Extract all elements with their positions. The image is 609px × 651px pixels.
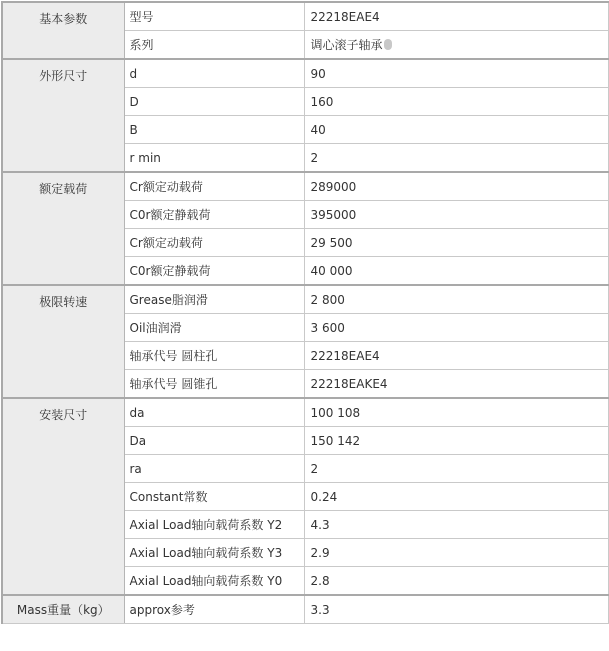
param-name: Grease脂润滑 (124, 285, 304, 314)
spec-row (2, 172, 608, 201)
spec-row (2, 285, 608, 314)
param-name: 系列 (124, 31, 304, 60)
param-value: 22218EAE4 (304, 2, 608, 31)
param-value: 22218EAE4 (304, 342, 608, 370)
param-value: 3 600 (304, 314, 608, 342)
param-value: 29 500 (304, 229, 608, 257)
param-value: 100 108 (304, 398, 608, 427)
group-label-mass: Mass重量（kg） (2, 595, 124, 624)
param-name: Axial Load轴向载荷系数 Y0 (124, 567, 304, 596)
param-name: 轴承代号 圆锥孔 (124, 370, 304, 399)
param-value: 0.24 (304, 483, 608, 511)
param-value: 2 800 (304, 285, 608, 314)
param-name: D (124, 88, 304, 116)
param-value: 3.3 (304, 595, 608, 624)
group-label-dimensions: 外形尺寸 (2, 59, 124, 172)
param-name: r min (124, 144, 304, 173)
param-value: 22218EAKE4 (304, 370, 608, 399)
param-name: Oil油润滑 (124, 314, 304, 342)
redaction-mark-icon (384, 39, 392, 50)
param-name: da (124, 398, 304, 427)
param-value-series (304, 31, 608, 60)
param-value: 150 142 (304, 427, 608, 455)
param-value: 160 (304, 88, 608, 116)
param-name: B (124, 116, 304, 144)
group-label-load-ratings: 额定载荷 (2, 172, 124, 285)
param-name: approx参考 (124, 595, 304, 624)
param-name: Axial Load轴向载荷系数 Y2 (124, 511, 304, 539)
spec-row (2, 595, 608, 624)
group-label-basic-params: 基本参数 (2, 2, 124, 59)
param-value: 2.9 (304, 539, 608, 567)
param-value: 2 (304, 455, 608, 483)
spec-row (2, 59, 608, 88)
param-name: Constant常数 (124, 483, 304, 511)
spec-row (2, 2, 608, 31)
param-name: d (124, 59, 304, 88)
bearing-spec-table (1, 1, 609, 624)
param-name: Axial Load轴向载荷系数 Y3 (124, 539, 304, 567)
series-value-text: 调心滚子轴承 (310, 38, 383, 52)
param-name: Cr额定动载荷 (124, 172, 304, 201)
group-label-mounting-dimensions: 安装尺寸 (2, 398, 124, 595)
spec-row (2, 398, 608, 427)
param-name: Da (124, 427, 304, 455)
param-value: 40 (304, 116, 608, 144)
param-name: C0r额定静载荷 (124, 201, 304, 229)
param-name: ra (124, 455, 304, 483)
param-value: 4.3 (304, 511, 608, 539)
param-value: 90 (304, 59, 608, 88)
param-value: 395000 (304, 201, 608, 229)
param-value: 2 (304, 144, 608, 173)
param-name: Cr额定动载荷 (124, 229, 304, 257)
group-label-limiting-speeds: 极限转速 (2, 285, 124, 398)
param-value: 2.8 (304, 567, 608, 596)
param-name: C0r额定静载荷 (124, 257, 304, 286)
param-name: 轴承代号 圆柱孔 (124, 342, 304, 370)
param-value: 289000 (304, 172, 608, 201)
param-name: 型号 (124, 2, 304, 31)
param-value: 40 000 (304, 257, 608, 286)
